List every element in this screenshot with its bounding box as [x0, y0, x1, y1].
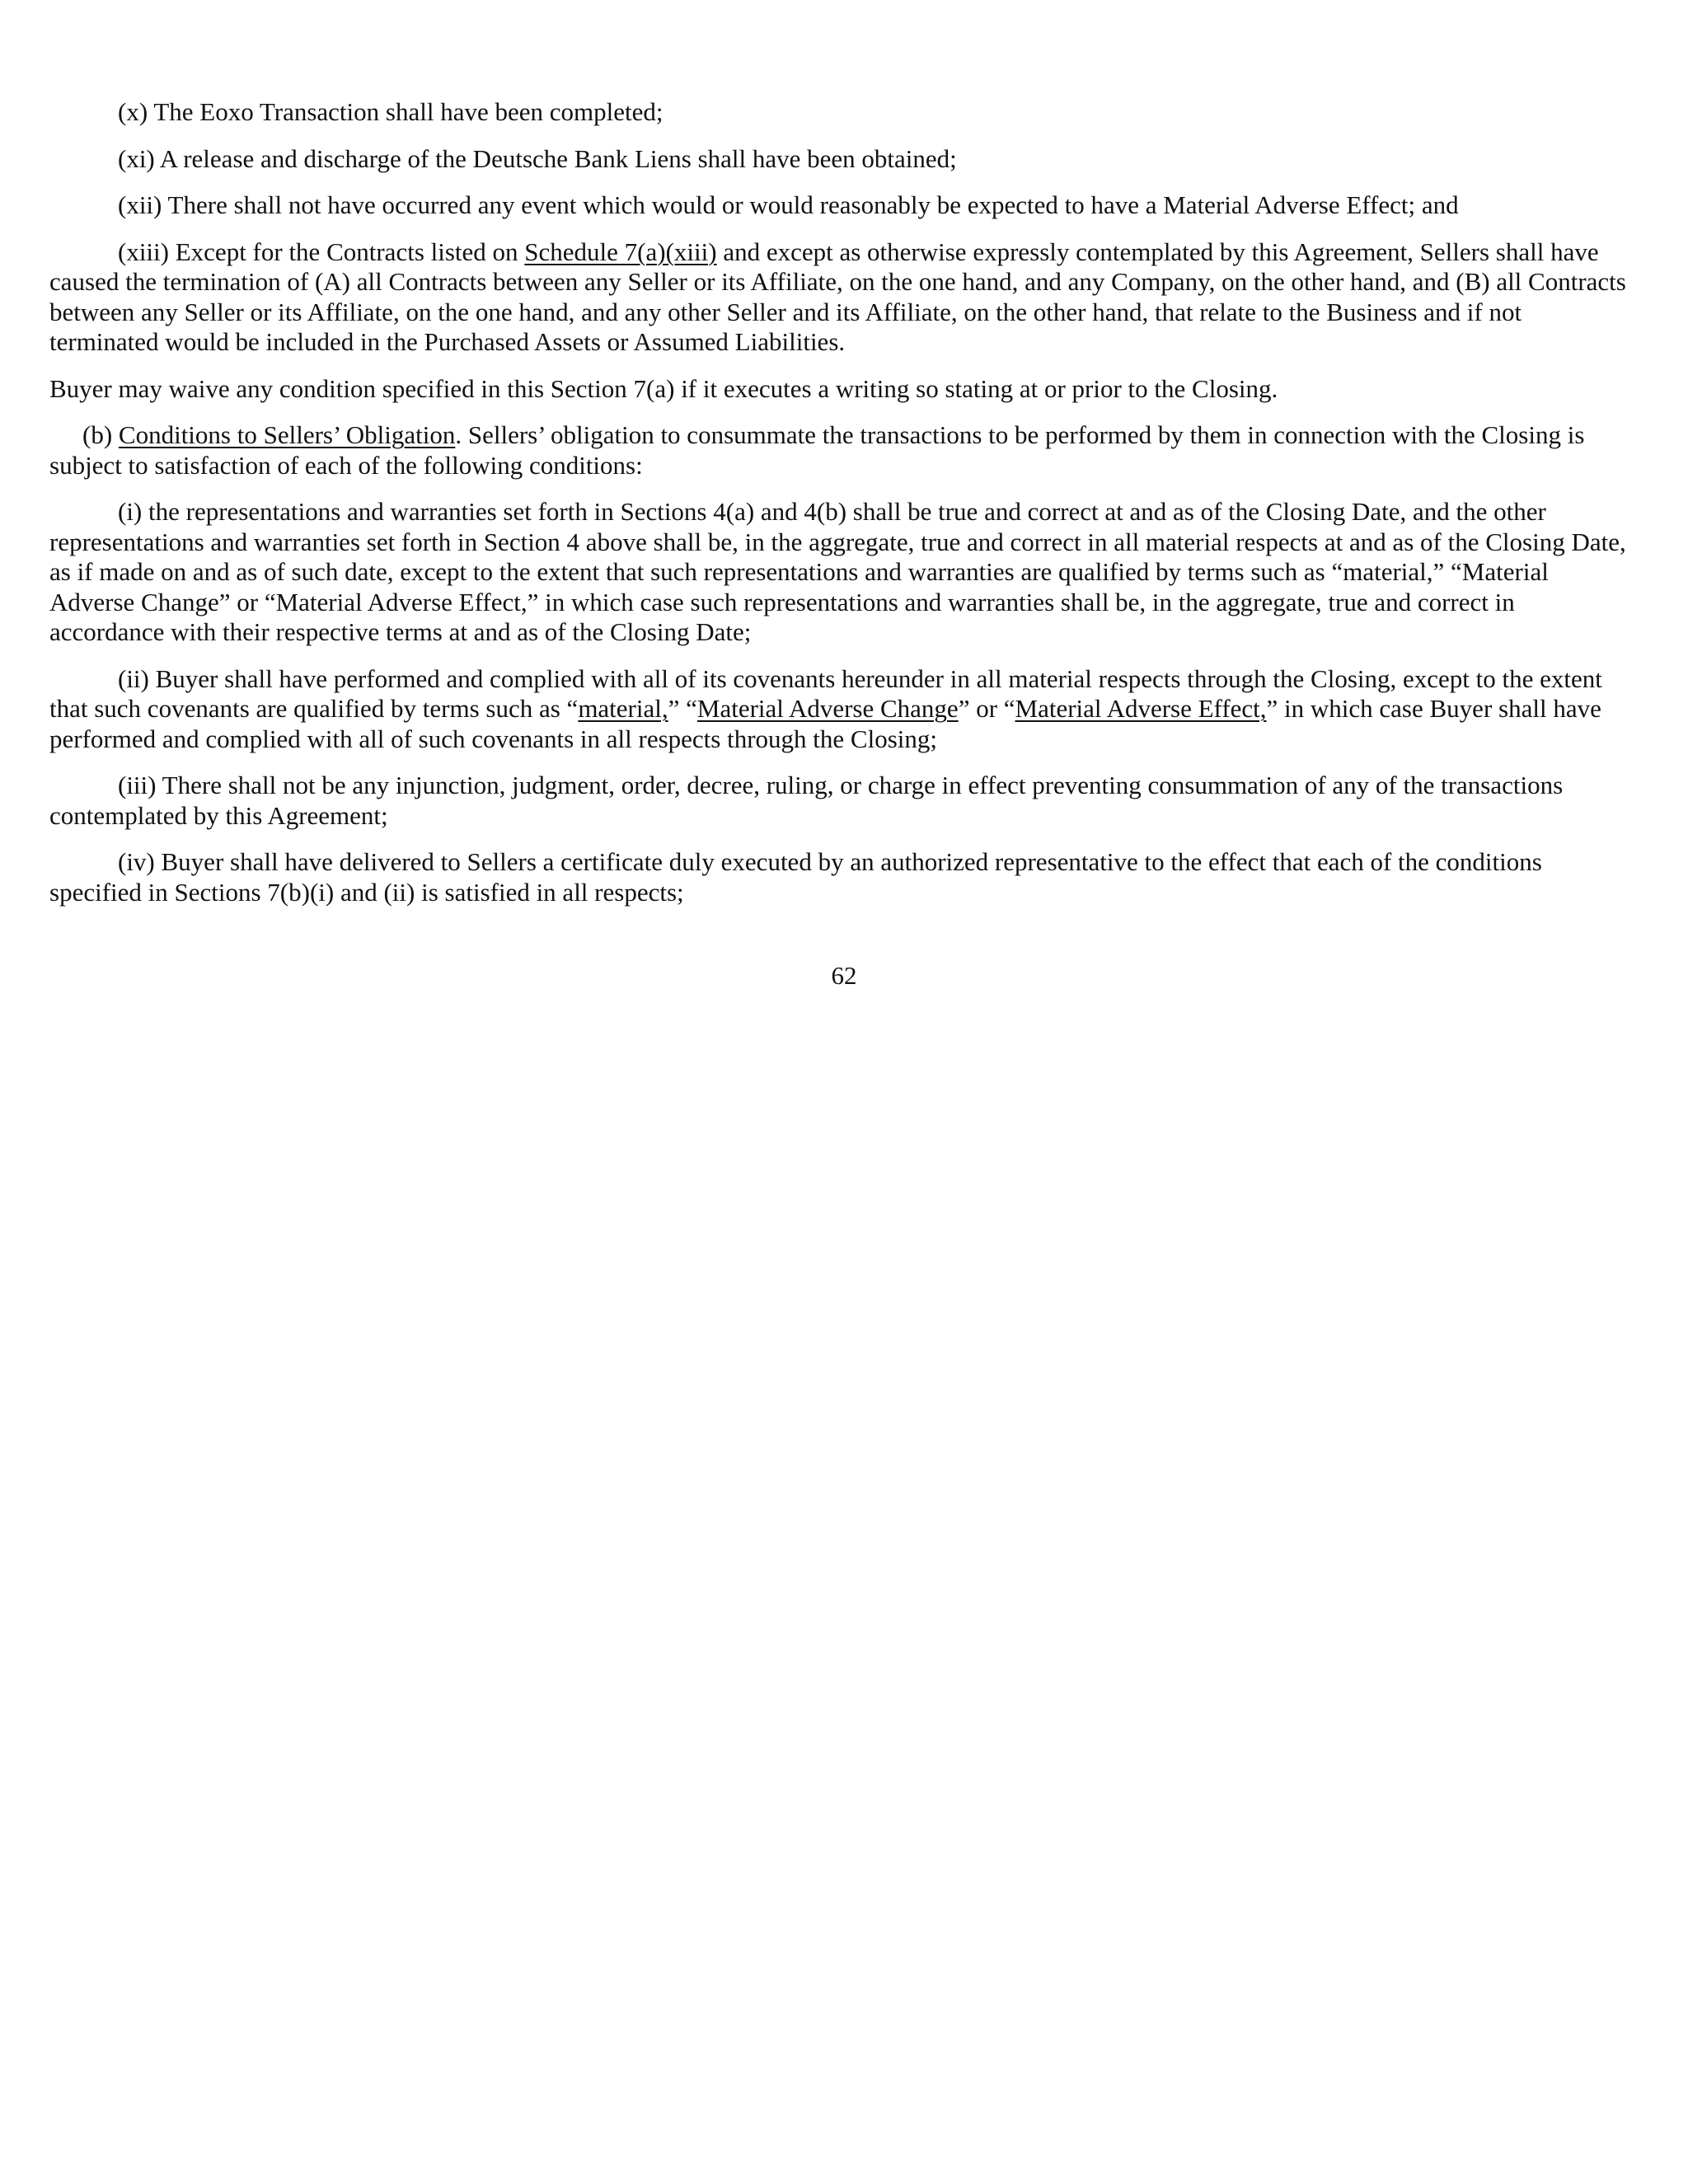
clause-b-iii: (iii) There shall not be any injunction, judgment, order, decree, ruling, or charge in effect preventing consummation of any of the transactions contemplated by this Agreement;: [49, 771, 1564, 830]
section-b-lead: (b): [82, 420, 119, 449]
clause-xi: (xi) A release and discharge of the Deutsche Bank Liens shall have been obtained;: [118, 143, 957, 173]
clause-xiii-lead: (xiii) Except for the Contracts listed on: [118, 237, 525, 266]
clause-xiii-text: and except as otherwise expressly contemplated by this Agreement, Sellers shall have caused the termination of (A) all Contracts between any Seller or its Affiliate, on the one hand, and any Company, on the other hand, and (B) all Contracts between any Seller or its Affiliate, on the one hand, and any other Seller and its Affiliate, on the other hand, that relate to the Business and if not terminated would be included in the Purchased Assets or Assumed Liabilities.: [49, 237, 1626, 356]
term-material: material,: [578, 694, 668, 723]
page-number: 62: [831, 961, 857, 990]
section-b-heading: Conditions to Sellers’ Obligation: [118, 420, 456, 449]
term-material-adverse-effect: Material Adverse Effect,: [1015, 694, 1267, 723]
clause-b-ii: [49, 664, 1634, 755]
clause-b-i: (i) the representations and warranties set forth in Sections 4(a) and 4(b) shall be true and correct at and as of the Closing Date, and the other representations and warranties set forth in Section 4 above shall be, in the aggregate, true and correct in all material respects at and as of the Closing Date, as if made on and as of such date, except to the extent that such representations and warranties are qualified by terms such as “material,” “Material Adverse Change” or “Material Adverse Effect,” in which case such representations and warranties shall be, in the aggregate, true and correct in accordance with their respective terms at and as of the Closing Date;: [49, 497, 1626, 646]
clause-b-ii-text: ” in which case Buyer shall have performed and complied with all of such covenants in all respects through the Closing;: [49, 694, 1601, 753]
clause-b-iv: (iv) Buyer shall have delivered to Sellers a certificate duly executed by an authorized representative to the effect that each of the conditions specified in Sections 7(b)(i) and (ii) is satisfied in all respects;: [49, 847, 1542, 907]
waiver-paragraph: Buyer may waive any condition specified in this Section 7(a) if it executes a writing so stating at or prior to the Closing.: [49, 373, 1278, 403]
clause-xii: (xii) There shall not have occurred any event which would or would reasonably be expected to have a Material Adverse Effect; and: [118, 190, 1459, 219]
clause-b-ii-lead: (ii) Buyer shall have performed and complied with all of its covenants hereunder in all material respects through the Closing, except to the extent that such covenants are qualified by terms such as “: [49, 663, 1602, 723]
document-page: [49, 97, 1634, 924]
section-b-text: . Sellers’ obligation to consummate the transactions to be performed by them in connection with the Closing is subject to satisfaction of each of the following conditions:: [49, 420, 1585, 480]
term-material-adverse-change: Material Adverse Change: [696, 694, 959, 723]
clause-b-ii-sep2: ” or “: [958, 694, 1015, 723]
schedule-reference: Schedule 7(a)(xiii): [524, 237, 717, 266]
clause-b-ii-sep1: ” “: [668, 694, 697, 723]
clause-x: (x) The Eoxo Transaction shall have been completed;: [118, 97, 663, 126]
clause-xiii: [49, 237, 1634, 358]
section-b: [49, 420, 1634, 480]
